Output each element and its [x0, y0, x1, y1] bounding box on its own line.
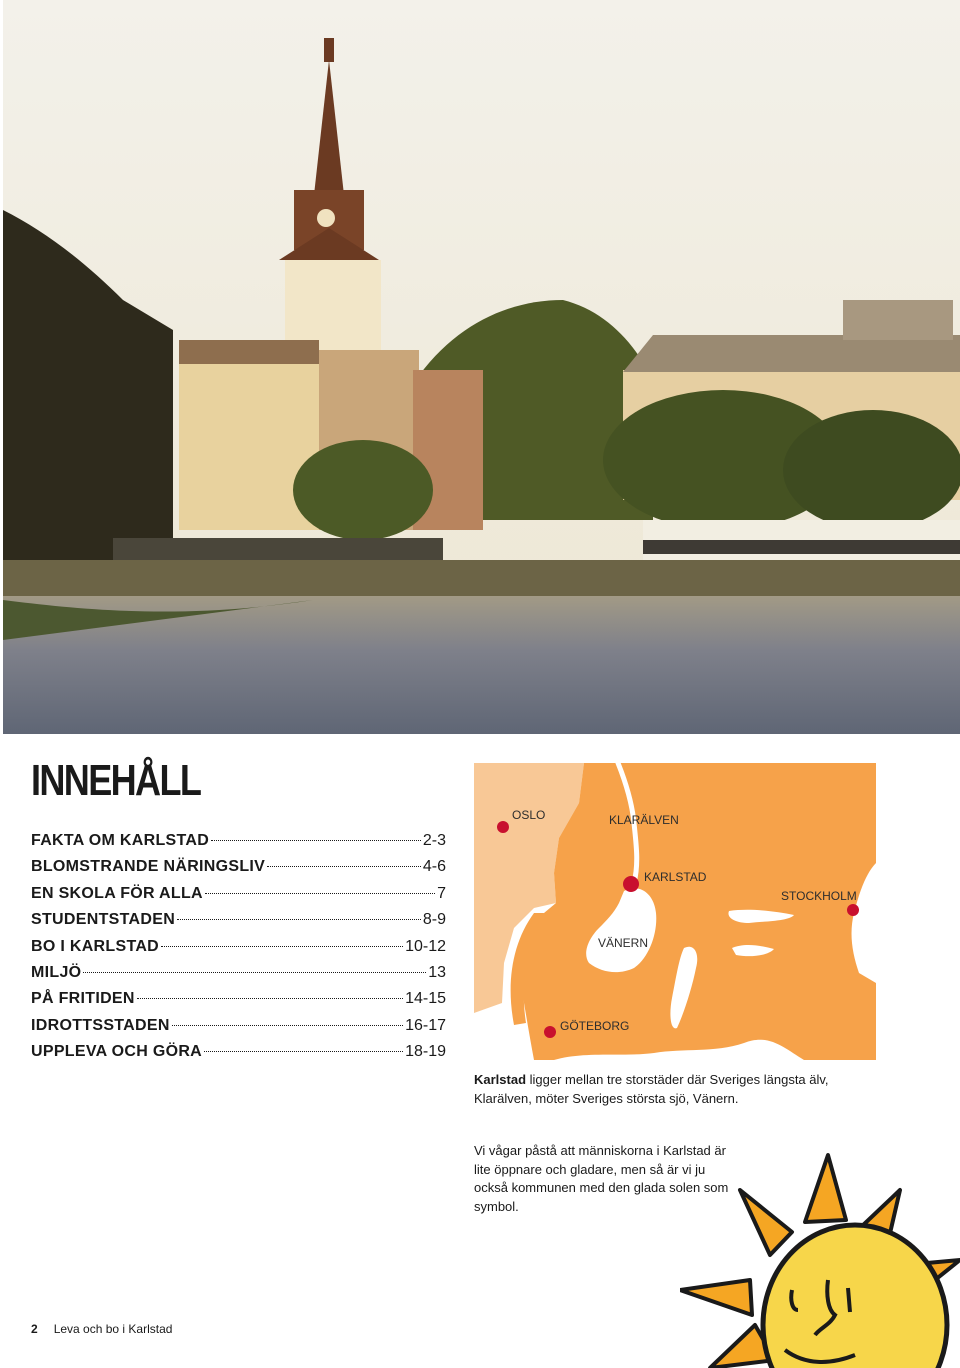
dot-leader	[267, 866, 421, 867]
toc-item[interactable]	[31, 885, 446, 911]
dot-leader	[205, 893, 435, 894]
table-of-contents	[31, 832, 446, 1070]
toc-item[interactable]	[31, 990, 446, 1016]
sun-paragraph: Vi vågar påstå att människorna i Karlstad är lite öppnare och gladare, men så är vi ju också kommunen med den glada solen som symbol.	[474, 1143, 729, 1214]
toc-item-pages: 16-17	[405, 1016, 446, 1034]
dot-leader	[83, 972, 426, 973]
map-dot-stockholm	[847, 904, 859, 916]
dot-leader	[177, 919, 421, 920]
map-caption	[474, 1070, 874, 1108]
hero-photo	[3, 0, 960, 734]
page-number: 2	[31, 1322, 38, 1336]
region-map	[474, 763, 876, 1060]
toc-item-title: MILJÖ	[31, 963, 82, 981]
toc-item[interactable]	[31, 1017, 446, 1043]
caption-text: ligger mellan tre storstäder där Sveriges längsta älv, Klarälven, möter Sveriges största sjö, Vänern.	[474, 1072, 829, 1106]
caption-bold: Karlstad	[474, 1072, 527, 1087]
toc-item[interactable]	[31, 858, 446, 884]
map-label-stockholm: STOCKHOLM	[781, 889, 857, 903]
page-footer	[31, 1322, 172, 1336]
toc-item-title: PÅ FRITIDEN	[31, 990, 135, 1008]
toc-item-pages: 10-12	[405, 937, 446, 955]
toc-item-title: STUDENTSTADEN	[31, 911, 176, 929]
dot-leader	[172, 1025, 403, 1026]
map-label-vanern: VÄNERN	[598, 936, 649, 950]
toc-item-title: UPPLEVA OCH GÖRA	[31, 1043, 203, 1061]
toc-item[interactable]	[31, 938, 446, 964]
dot-leader	[137, 998, 403, 999]
toc-item-title: BLOMSTRANDE NÄRINGSLIV	[31, 858, 266, 876]
toc-item-pages: 18-19	[405, 1043, 446, 1061]
toc-item-title: FAKTA OM KARLSTAD	[31, 832, 210, 849]
toc-item[interactable]	[31, 832, 446, 858]
dot-leader	[211, 840, 421, 841]
map-label-karlstad: KARLSTAD	[644, 870, 707, 884]
map-label-oslo: OSLO	[512, 808, 546, 822]
map-label-goteborg: GÖTEBORG	[560, 1019, 630, 1033]
publication-name: Leva och bo i Karlstad	[53, 1322, 173, 1336]
toc-item-pages: 4-6	[422, 858, 446, 876]
toc-item-pages: 13	[428, 963, 446, 981]
toc-item-pages: 7	[437, 884, 446, 902]
map-dot-oslo	[497, 821, 509, 833]
dot-leader	[204, 1051, 403, 1052]
map-dot-goteborg	[544, 1026, 556, 1038]
toc-item-pages: 8-9	[422, 911, 446, 929]
map-label-klaralven: KLARÄLVEN	[609, 813, 679, 827]
toc-title: INNEHÅLL	[31, 756, 201, 805]
toc-item[interactable]	[31, 1043, 446, 1069]
sun-logo-icon	[680, 1150, 960, 1368]
toc-item-title: EN SKOLA FÖR ALLA	[31, 884, 203, 902]
toc-item-pages: 14-15	[405, 990, 446, 1008]
toc-item-title: BO I KARLSTAD	[31, 937, 160, 955]
toc-item[interactable]	[31, 911, 446, 937]
map-dot-karlstad	[623, 876, 639, 892]
dot-leader	[161, 946, 403, 947]
toc-item-title: IDROTTSSTADEN	[31, 1016, 170, 1034]
toc-item[interactable]	[31, 964, 446, 990]
toc-item-pages: 2-3	[422, 832, 446, 849]
